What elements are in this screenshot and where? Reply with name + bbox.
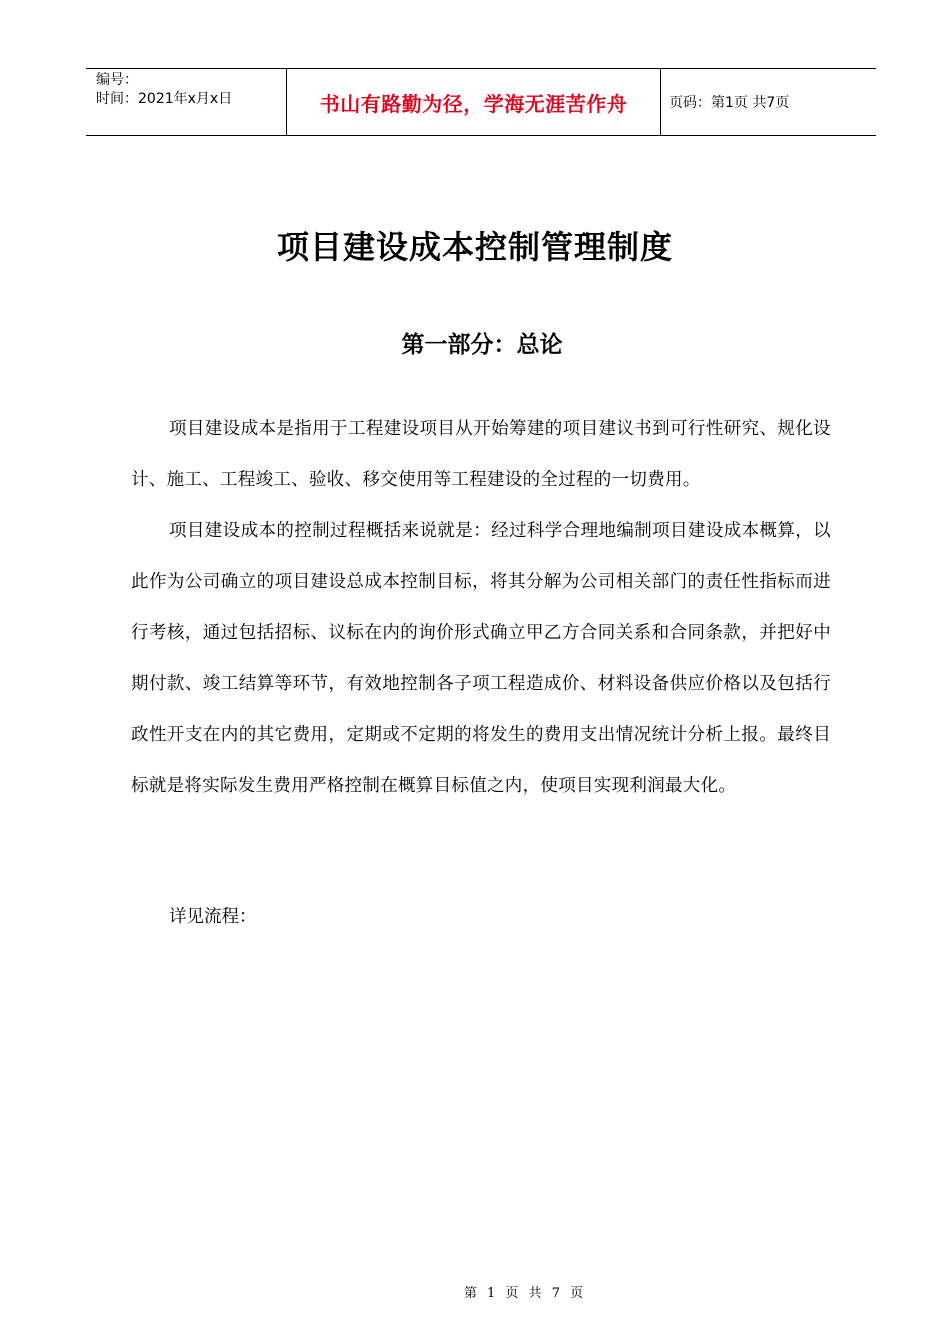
see-flow-text: 详见流程：	[169, 907, 257, 927]
paragraph: 项目建设成本的控制过程概括来说就是：经过科学合理地编制项目建设成本概算，以此作为公司确立的项目建设总成本控制目标，将其分解为公司相关部门的责任性指标而进行考核，通过包括招标、议标在内的询价形式确立甲乙方合同关系和合同条款，并把好中期付款、竣工结算等环节，有效地控制各子项工程造成价、材料设备供应价格以及包括行政性开支在内的其它费用，定期或不定期的将发生的费用支出情况统计分析上报。最终目标就是将实际发生费用严格控制在概算目标值之内，使项目实现利润最大化。	[131, 521, 831, 796]
header-motto-cell	[287, 69, 661, 135]
page-footer: 第 1 页 共 7 页	[463, 1286, 587, 1301]
header-number-label: 编号：	[96, 72, 138, 88]
document-title: 项目建设成本控制管理制度	[276, 228, 673, 266]
page-header	[86, 68, 876, 136]
paragraph: 项目建设成本是指用于工程建设项目从开始筹建的项目建议书到可行性研究、规化设计、施工、工程竣工、验收、移交使用等工程建设的全过程的一切费用。	[131, 419, 831, 490]
header-motto: 书山有路勤为径，学海无涯苦作舟	[319, 91, 628, 116]
header-page-cell	[661, 69, 876, 135]
header-date-label: 时间：2021年x月x日	[96, 91, 233, 107]
header-meta	[86, 69, 287, 135]
section-title: 第一部分：总论	[401, 332, 563, 358]
header-page-info: 页码：第1页 共7页	[669, 95, 790, 111]
